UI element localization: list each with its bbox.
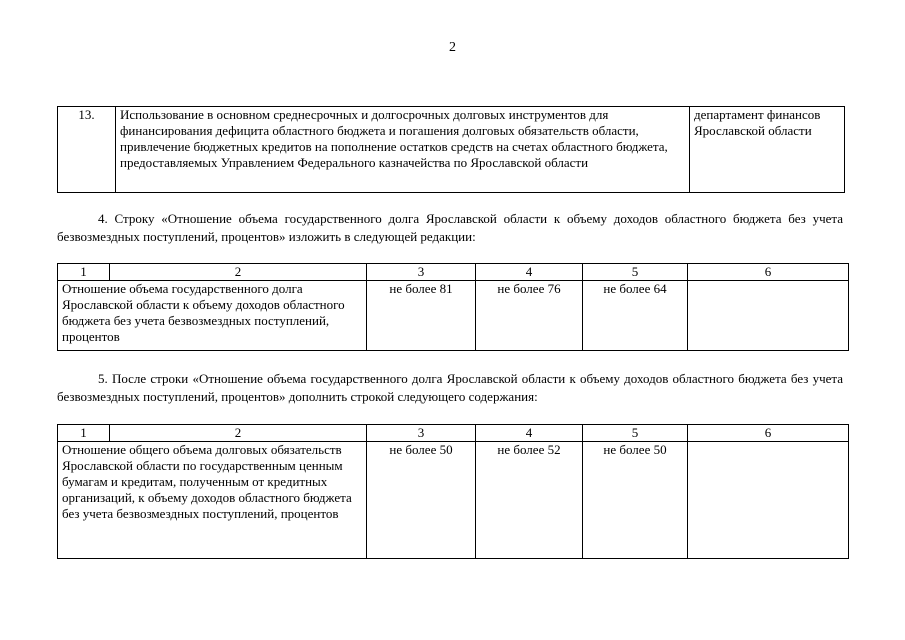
table-row [58,107,845,193]
indicator-label: Отношение общего объема долговых обязательств Ярославской области по государственным ценным бумагам и кредитам, полученным от кредитных организаций, к объему доходов областного бюджета без учета безвозмездных поступлений, процентов [58,442,367,559]
responsible-body: департамент финансов Ярославской области [690,107,845,193]
col-header-4: 4 [476,425,583,442]
col-header-4: 4 [476,264,583,281]
col-header-2: 2 [110,264,367,281]
col-header-5: 5 [583,425,688,442]
value-col-6 [688,442,849,559]
page-number: 2 [449,40,456,55]
measures-table [57,106,845,193]
value-col-4: не более 52 [476,442,583,559]
row-number: 13. [58,107,116,193]
table-row [58,281,849,351]
col-header-2: 2 [110,425,367,442]
value-col-4: не более 76 [476,281,583,351]
value-col-6 [688,281,849,351]
measure-text: Использование в основном среднесрочных и долгосрочных долговых инструментов для финансирования дефицита областного бюджета и погашения долговых обязательств области, привлечение бюджетных кредитов на пополнение остатков средств на счетах областного бюджета, предоставляемых Управлением Федерального казначейства по Ярославской области [116,107,690,193]
table-header-row [58,425,849,442]
total-debt-ratio-table [57,424,849,559]
value-col-5: не более 64 [583,281,688,351]
value-col-3: не более 50 [367,442,476,559]
value-col-5: не более 50 [583,442,688,559]
indicator-label: Отношение объема государственного долга Ярославской области к объему доходов областного бюджета без учета безвозмездных поступлений, процентов [58,281,367,351]
value-col-3: не более 81 [367,281,476,351]
table-row [58,442,849,559]
col-header-3: 3 [367,264,476,281]
paragraph-4: 4. Строку «Отношение объема государственного долга Ярославской области к объему доходов областного бюджета без учета безвозмездных поступлений, процентов» изложить в следующей редакции: [57,211,843,244]
col-header-6: 6 [688,264,849,281]
col-header-3: 3 [367,425,476,442]
col-header-1: 1 [58,264,110,281]
paragraph-5: 5. После строки «Отношение объема государственного долга Ярославской области к объему доходов областного бюджета без учета безвозмездных поступлений, процентов» дополнить строкой следующего содержания: [57,371,843,404]
table-header-row [58,264,849,281]
debt-ratio-table [57,263,849,351]
col-header-1: 1 [58,425,110,442]
col-header-5: 5 [583,264,688,281]
col-header-6: 6 [688,425,849,442]
